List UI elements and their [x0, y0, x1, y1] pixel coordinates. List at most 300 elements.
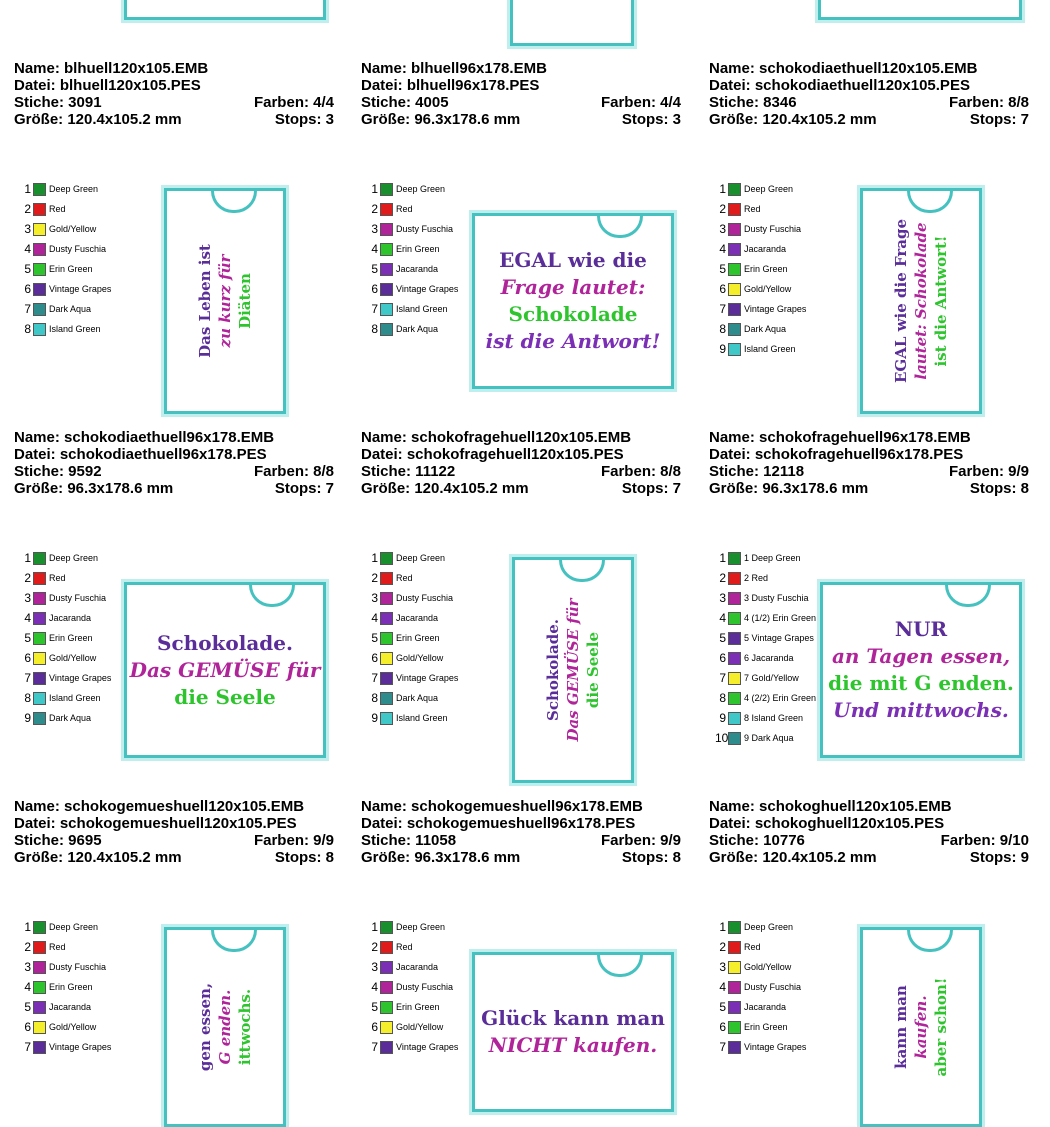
color-entry — [20, 688, 170, 708]
info-row — [361, 94, 681, 111]
color-entry — [715, 179, 865, 199]
info-row — [14, 77, 334, 94]
color-list — [20, 179, 170, 339]
design-thumbnail[interactable] — [818, 0, 1022, 20]
color-swatch — [728, 592, 741, 605]
color-list — [20, 548, 170, 728]
info-row — [361, 446, 681, 463]
color-label: Erin Green — [396, 244, 440, 254]
color-count: Farben: 4/4 — [253, 94, 334, 111]
info-row — [14, 429, 334, 446]
color-entry — [715, 339, 865, 359]
design-size: Größe: 96.3x178.6 mm — [361, 849, 521, 866]
file-name: Name: schokogemueshuell120x105.EMB — [14, 798, 305, 815]
color-label: Dusty Fuschia — [396, 224, 454, 234]
color-label: Vintage Grapes — [49, 673, 112, 683]
color-label: Vintage Grapes — [744, 1042, 807, 1052]
color-swatch — [728, 672, 741, 685]
color-label: 6 Jacaranda — [744, 653, 794, 663]
info-row — [361, 429, 681, 446]
color-number: 2 — [371, 940, 378, 954]
color-label: Dusty Fuschia — [49, 593, 107, 603]
color-label: Jacaranda — [744, 244, 787, 254]
color-entry — [20, 239, 170, 259]
file-datei: Datei: schokofragehuell120x105.PES — [361, 446, 624, 463]
color-number: 9 — [719, 342, 726, 356]
color-label: Dark Aqua — [396, 693, 439, 703]
color-label: Vintage Grapes — [49, 1042, 112, 1052]
info-row — [709, 832, 1029, 849]
color-number: 7 — [24, 1040, 31, 1054]
color-entry — [715, 259, 865, 279]
color-label: Jacaranda — [396, 264, 439, 274]
design-thumbnail[interactable] — [860, 188, 982, 414]
color-number: 8 — [719, 691, 726, 705]
file-info — [14, 429, 334, 497]
color-number: 5 — [371, 631, 378, 645]
color-label: Gold/Yellow — [396, 1022, 444, 1032]
color-swatch — [728, 303, 741, 316]
color-swatch — [380, 263, 393, 276]
info-row — [709, 111, 1029, 128]
color-swatch — [728, 552, 741, 565]
color-entry — [367, 299, 517, 319]
color-count: Farben: 9/10 — [940, 832, 1029, 849]
file-datei: Datei: schokodiaethuell96x178.PES — [14, 446, 267, 463]
stop-count: Stops: 3 — [621, 111, 681, 128]
color-label: Jacaranda — [396, 962, 439, 972]
info-row — [361, 60, 681, 77]
color-label: Deep Green — [744, 922, 794, 932]
color-entry — [367, 708, 517, 728]
color-number: 9 — [719, 711, 726, 725]
info-row — [709, 815, 1029, 832]
color-number: 6 — [24, 1020, 31, 1034]
color-number: 6 — [719, 651, 726, 665]
embroidery-line: EGAL wie die Frage — [891, 218, 910, 384]
design-thumbnail[interactable] — [860, 927, 982, 1127]
color-label: Island Green — [396, 713, 448, 723]
embroidery-line: Diäten — [236, 273, 255, 329]
color-list — [20, 917, 170, 1057]
color-number: 4 — [24, 242, 31, 256]
color-number: 9 — [371, 711, 378, 725]
color-entry — [715, 1017, 865, 1037]
color-label: Dark Aqua — [49, 713, 92, 723]
embroidery-line: kaufen. — [911, 995, 930, 1059]
color-swatch — [728, 343, 741, 356]
color-swatch — [728, 652, 741, 665]
color-list — [715, 548, 865, 748]
color-swatch — [380, 921, 393, 934]
color-swatch — [380, 552, 393, 565]
color-swatch — [728, 961, 741, 974]
embroidery-text — [860, 203, 982, 399]
info-row — [709, 94, 1029, 111]
color-swatch — [380, 981, 393, 994]
embroidery-text — [168, 929, 282, 1125]
color-swatch — [380, 223, 393, 236]
info-row — [361, 77, 681, 94]
color-swatch — [380, 283, 393, 296]
color-entry — [20, 259, 170, 279]
color-entry — [715, 568, 865, 588]
color-swatch — [380, 243, 393, 256]
info-row — [14, 463, 334, 480]
color-entry — [715, 299, 865, 319]
color-label: Jacaranda — [396, 613, 439, 623]
file-name: Name: schokofragehuell96x178.EMB — [709, 429, 971, 446]
color-label: Gold/Yellow — [49, 653, 97, 663]
color-swatch — [33, 572, 46, 585]
color-label: Red — [49, 204, 66, 214]
color-number: 3 — [371, 960, 378, 974]
color-swatch — [33, 203, 46, 216]
design-thumbnail[interactable] — [510, 0, 634, 46]
embroidery-line: Das GEMÜSE für — [129, 657, 321, 682]
color-entry — [20, 319, 170, 339]
embroidery-line: gen essen, — [195, 982, 214, 1072]
file-name: Name: blhuell96x178.EMB — [361, 60, 547, 77]
color-swatch — [33, 672, 46, 685]
design-thumbnail[interactable] — [124, 0, 326, 20]
stop-count: Stops: 7 — [274, 480, 334, 497]
file-info — [709, 60, 1029, 128]
color-entry — [20, 997, 170, 1017]
color-label: Erin Green — [744, 1022, 788, 1032]
color-label: Island Green — [744, 344, 796, 354]
color-label: Gold/Yellow — [49, 1022, 97, 1032]
color-entry — [367, 279, 517, 299]
color-swatch — [33, 712, 46, 725]
embroidery-line: aber schon! — [932, 977, 951, 1077]
color-number: 1 — [371, 182, 378, 196]
color-swatch — [728, 981, 741, 994]
embroidery-line: EGAL wie die — [499, 248, 647, 272]
color-entry — [367, 239, 517, 259]
color-swatch — [33, 263, 46, 276]
color-entry — [20, 668, 170, 688]
color-label: Gold/Yellow — [396, 653, 444, 663]
color-label: Gold/Yellow — [49, 224, 97, 234]
color-swatch — [33, 303, 46, 316]
file-datei: Datei: schokoghuell120x105.PES — [709, 815, 945, 832]
color-number: 9 — [24, 711, 31, 725]
embroidery-line: Schokolade. — [157, 630, 293, 655]
color-entry — [367, 179, 517, 199]
embroidery-line: Das GEMÜSE für — [563, 598, 582, 742]
color-label: Dusty Fuschia — [49, 962, 107, 972]
color-list — [367, 917, 517, 1057]
file-info — [361, 60, 681, 128]
design-thumbnail[interactable] — [164, 188, 286, 414]
color-entry — [367, 628, 517, 648]
color-number: 5 — [371, 1000, 378, 1014]
color-number: 7 — [371, 302, 378, 316]
color-label: Erin Green — [49, 982, 93, 992]
color-number: 3 — [24, 591, 31, 605]
color-label: Deep Green — [396, 184, 446, 194]
color-entry — [715, 1037, 865, 1057]
color-entry — [367, 977, 517, 997]
color-swatch — [728, 223, 741, 236]
color-entry — [715, 319, 865, 339]
file-info — [14, 798, 334, 866]
color-label: 8 Island Green — [744, 713, 804, 723]
stop-count: Stops: 9 — [969, 849, 1029, 866]
color-label: Deep Green — [49, 184, 99, 194]
color-number: 2 — [371, 202, 378, 216]
color-number: 8 — [371, 322, 378, 336]
file-name: Name: schokogemueshuell96x178.EMB — [361, 798, 643, 815]
color-number: 5 — [371, 262, 378, 276]
file-name: Name: schokodiaethuell96x178.EMB — [14, 429, 275, 446]
color-label: Jacaranda — [49, 613, 92, 623]
color-number: 1 — [24, 182, 31, 196]
color-number: 4 — [371, 611, 378, 625]
info-row — [709, 798, 1029, 815]
color-number: 1 — [24, 920, 31, 934]
color-label: Dark Aqua — [49, 304, 92, 314]
color-label: Red — [396, 573, 413, 583]
color-label: Red — [744, 942, 761, 952]
stop-count: Stops: 8 — [969, 480, 1029, 497]
color-entry — [715, 728, 865, 748]
file-datei: Datei: schokofragehuell96x178.PES — [709, 446, 964, 463]
stitch-count: Stiche: 11058 — [361, 832, 457, 849]
color-swatch — [33, 1041, 46, 1054]
color-number: 4 — [24, 980, 31, 994]
color-entry — [715, 997, 865, 1017]
color-entry — [715, 548, 865, 568]
color-entry — [367, 259, 517, 279]
color-number: 4 — [719, 242, 726, 256]
color-entry — [20, 279, 170, 299]
color-number: 7 — [719, 302, 726, 316]
stop-count: Stops: 8 — [274, 849, 334, 866]
embroidery-line: die Seele — [584, 631, 603, 709]
embroidery-line: Glück kann man — [481, 1006, 665, 1030]
color-number: 1 — [719, 551, 726, 565]
info-row — [361, 480, 681, 497]
color-swatch — [380, 672, 393, 685]
color-label: Erin Green — [744, 264, 788, 274]
file-name: Name: blhuell120x105.EMB — [14, 60, 209, 77]
stitch-count: Stiche: 4005 — [361, 94, 449, 111]
design-size: Größe: 120.4x105.2 mm — [14, 849, 182, 866]
color-number: 6 — [719, 282, 726, 296]
color-number: 5 — [24, 1000, 31, 1014]
color-swatch — [728, 1021, 741, 1034]
color-swatch — [380, 652, 393, 665]
color-entry — [20, 957, 170, 977]
color-entry — [20, 199, 170, 219]
color-number: 6 — [371, 1020, 378, 1034]
color-swatch — [33, 592, 46, 605]
file-datei: Datei: schokogemueshuell120x105.PES — [14, 815, 297, 832]
color-entry — [367, 917, 517, 937]
stitch-count: Stiche: 8346 — [709, 94, 797, 111]
color-label: 1 Deep Green — [744, 553, 801, 563]
info-row — [709, 849, 1029, 866]
info-row — [709, 60, 1029, 77]
color-entry — [20, 648, 170, 668]
color-swatch — [33, 961, 46, 974]
color-entry — [367, 668, 517, 688]
embroidery-line: kann man — [891, 985, 910, 1069]
color-number: 8 — [24, 322, 31, 336]
color-entry — [715, 937, 865, 957]
color-label: Jacaranda — [49, 1002, 92, 1012]
info-row — [14, 94, 334, 111]
color-swatch — [728, 1041, 741, 1054]
color-number: 7 — [719, 1040, 726, 1054]
color-number: 2 — [24, 571, 31, 585]
color-entry — [20, 568, 170, 588]
color-entry — [20, 708, 170, 728]
file-datei: Datei: schokodiaethuell120x105.PES — [709, 77, 970, 94]
color-swatch — [33, 1001, 46, 1014]
color-swatch — [728, 692, 741, 705]
color-label: Erin Green — [396, 633, 440, 643]
color-entry — [20, 608, 170, 628]
info-row — [14, 832, 334, 849]
color-swatch — [728, 612, 741, 625]
file-info — [709, 798, 1029, 866]
color-label: Dark Aqua — [744, 324, 787, 334]
color-number: 3 — [719, 591, 726, 605]
color-number: 2 — [371, 571, 378, 585]
stitch-count: Stiche: 10776 — [709, 832, 805, 849]
color-number: 6 — [371, 651, 378, 665]
info-row — [709, 77, 1029, 94]
embroidery-line: G enden. — [215, 989, 234, 1065]
color-number: 7 — [371, 1040, 378, 1054]
color-swatch — [33, 283, 46, 296]
color-entry — [20, 588, 170, 608]
color-label: Vintage Grapes — [744, 304, 807, 314]
color-swatch — [380, 632, 393, 645]
color-entry — [20, 917, 170, 937]
color-number: 1 — [371, 551, 378, 565]
embroidery-line: ist die Antwort! — [932, 235, 951, 367]
color-entry — [367, 957, 517, 977]
design-thumbnail[interactable] — [164, 927, 286, 1127]
color-swatch — [33, 223, 46, 236]
color-entry — [367, 199, 517, 219]
color-number: 6 — [24, 282, 31, 296]
color-label: Gold/Yellow — [744, 962, 792, 972]
design-size: Größe: 96.3x178.6 mm — [709, 480, 869, 497]
color-number: 5 — [719, 262, 726, 276]
color-label: Erin Green — [49, 633, 93, 643]
stop-count: Stops: 3 — [274, 111, 334, 128]
color-number: 5 — [24, 262, 31, 276]
color-swatch — [380, 183, 393, 196]
color-label: Red — [49, 942, 66, 952]
color-count: Farben: 8/8 — [948, 94, 1029, 111]
color-label: Vintage Grapes — [396, 673, 459, 683]
color-label: 3 Dusty Fuschia — [744, 593, 809, 603]
info-row — [14, 815, 334, 832]
file-info — [361, 798, 681, 866]
color-number: 4 — [24, 611, 31, 625]
color-swatch — [728, 732, 741, 745]
stop-count: Stops: 8 — [621, 849, 681, 866]
color-swatch — [33, 1021, 46, 1034]
color-entry — [715, 279, 865, 299]
color-label: Red — [744, 204, 761, 214]
stop-count: Stops: 7 — [621, 480, 681, 497]
color-number: 1 — [24, 551, 31, 565]
color-number: 4 — [371, 980, 378, 994]
color-entry — [715, 199, 865, 219]
color-number: 8 — [719, 322, 726, 336]
color-entry — [715, 957, 865, 977]
embroidery-line: an Tagen essen, — [831, 644, 1011, 668]
stitch-count: Stiche: 11122 — [361, 463, 456, 480]
embroidery-line: ittwochs. — [236, 988, 255, 1066]
color-entry — [367, 1017, 517, 1037]
color-swatch — [380, 1001, 393, 1014]
color-entry — [367, 548, 517, 568]
color-label: Deep Green — [396, 922, 446, 932]
color-swatch — [33, 183, 46, 196]
embroidery-line: ist die Antwort! — [485, 329, 661, 353]
color-swatch — [380, 203, 393, 216]
color-swatch — [380, 1041, 393, 1054]
color-swatch — [380, 303, 393, 316]
file-datei: Datei: blhuell120x105.PES — [14, 77, 201, 94]
file-datei: Datei: schokogemueshuell96x178.PES — [361, 815, 636, 832]
color-entry — [715, 648, 865, 668]
design-thumbnail[interactable] — [512, 557, 634, 783]
embroidery-line: Das Leben ist — [195, 244, 214, 358]
color-label: Dusty Fuschia — [396, 982, 454, 992]
color-number: 2 — [719, 940, 726, 954]
color-label: Red — [396, 942, 413, 952]
embroidery-line: NICHT kaufen. — [488, 1033, 658, 1057]
color-number: 5 — [719, 631, 726, 645]
color-number: 2 — [719, 571, 726, 585]
color-entry — [715, 688, 865, 708]
info-row — [14, 480, 334, 497]
color-swatch — [33, 612, 46, 625]
stitch-count: Stiche: 9592 — [14, 463, 102, 480]
color-label: Red — [396, 204, 413, 214]
info-row — [14, 849, 334, 866]
file-name: Name: schokoghuell120x105.EMB — [709, 798, 952, 815]
color-entry — [715, 917, 865, 937]
file-name: Name: schokofragehuell120x105.EMB — [361, 429, 632, 446]
info-row — [361, 832, 681, 849]
embroidery-text — [164, 203, 286, 399]
color-swatch — [380, 1021, 393, 1034]
color-label: Dark Aqua — [396, 324, 439, 334]
info-row — [14, 798, 334, 815]
file-datei: Datei: blhuell96x178.PES — [361, 77, 540, 94]
design-size: Größe: 96.3x178.6 mm — [14, 480, 174, 497]
color-label: Deep Green — [49, 922, 99, 932]
color-number: 3 — [719, 960, 726, 974]
color-label: 4 (1/2) Erin Green — [744, 613, 817, 623]
color-number: 1 — [371, 920, 378, 934]
color-label: 7 Gold/Yellow — [744, 673, 799, 683]
info-row — [709, 463, 1029, 480]
stitch-count: Stiche: 3091 — [14, 94, 102, 111]
color-swatch — [380, 961, 393, 974]
color-list — [715, 917, 865, 1057]
